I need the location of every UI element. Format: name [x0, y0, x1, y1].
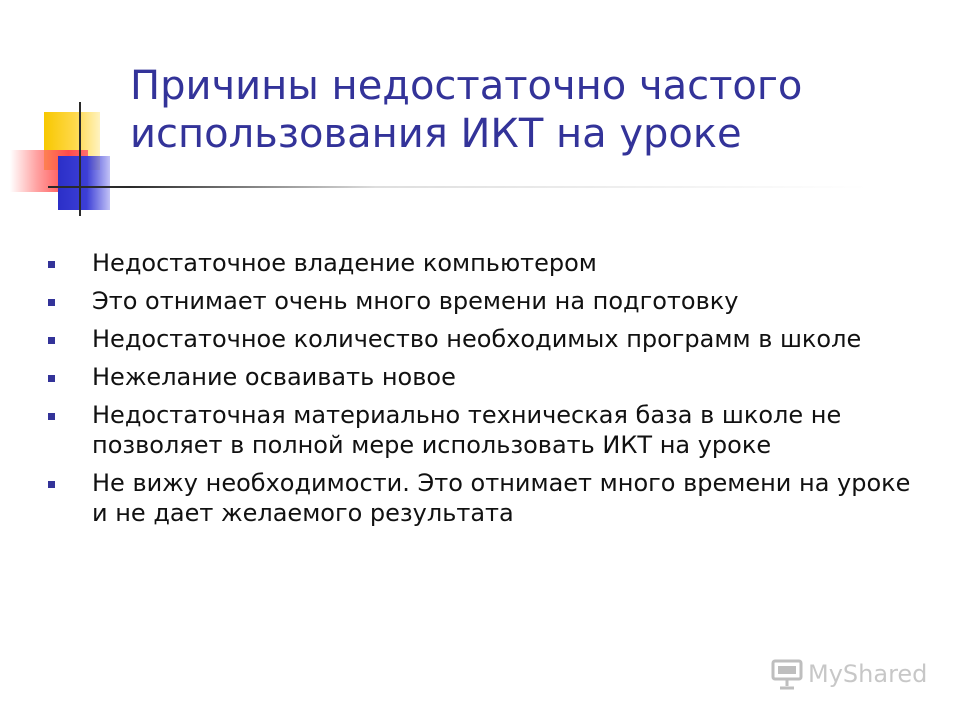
bullet-square-icon [48, 337, 55, 344]
bullet-square-icon [48, 413, 55, 420]
bullet-square-icon [48, 299, 55, 306]
bullet-item [44, 286, 914, 316]
logo-vertical-line [79, 102, 81, 216]
bullet-item [44, 248, 914, 278]
bullet-square-icon [48, 375, 55, 382]
bullet-text: Недостаточная материально техническая база в школе не позволяет в полной мере использовать ИКТ на уроке [92, 401, 842, 459]
bullet-text: Недостаточное владение компьютером [92, 249, 597, 277]
bullet-item [44, 468, 914, 528]
logo-blue-square [58, 156, 110, 210]
bullet-text: Не вижу необходимости. Это отнимает много времени на уроке и не дает желаемого результата [92, 469, 911, 527]
slide-title: Причины недостаточно частого использования ИКТ на уроке [130, 63, 803, 157]
bullet-item [44, 400, 914, 460]
bullet-item [44, 324, 914, 354]
bullet-item [44, 362, 914, 392]
bullet-text: Недостаточное количество необходимых программ в школе [92, 325, 862, 353]
bullet-text: Это отнимает очень много времени на подготовку [92, 287, 739, 315]
bullet-square-icon [48, 481, 55, 488]
title-underline [48, 186, 868, 188]
bullet-list [44, 248, 914, 536]
bullet-text: Нежелание осваивать новое [92, 363, 456, 391]
bullet-square-icon [48, 261, 55, 268]
presentation-board-icon [770, 658, 804, 690]
watermark-text: MyShared [808, 660, 928, 688]
watermark [770, 658, 927, 690]
